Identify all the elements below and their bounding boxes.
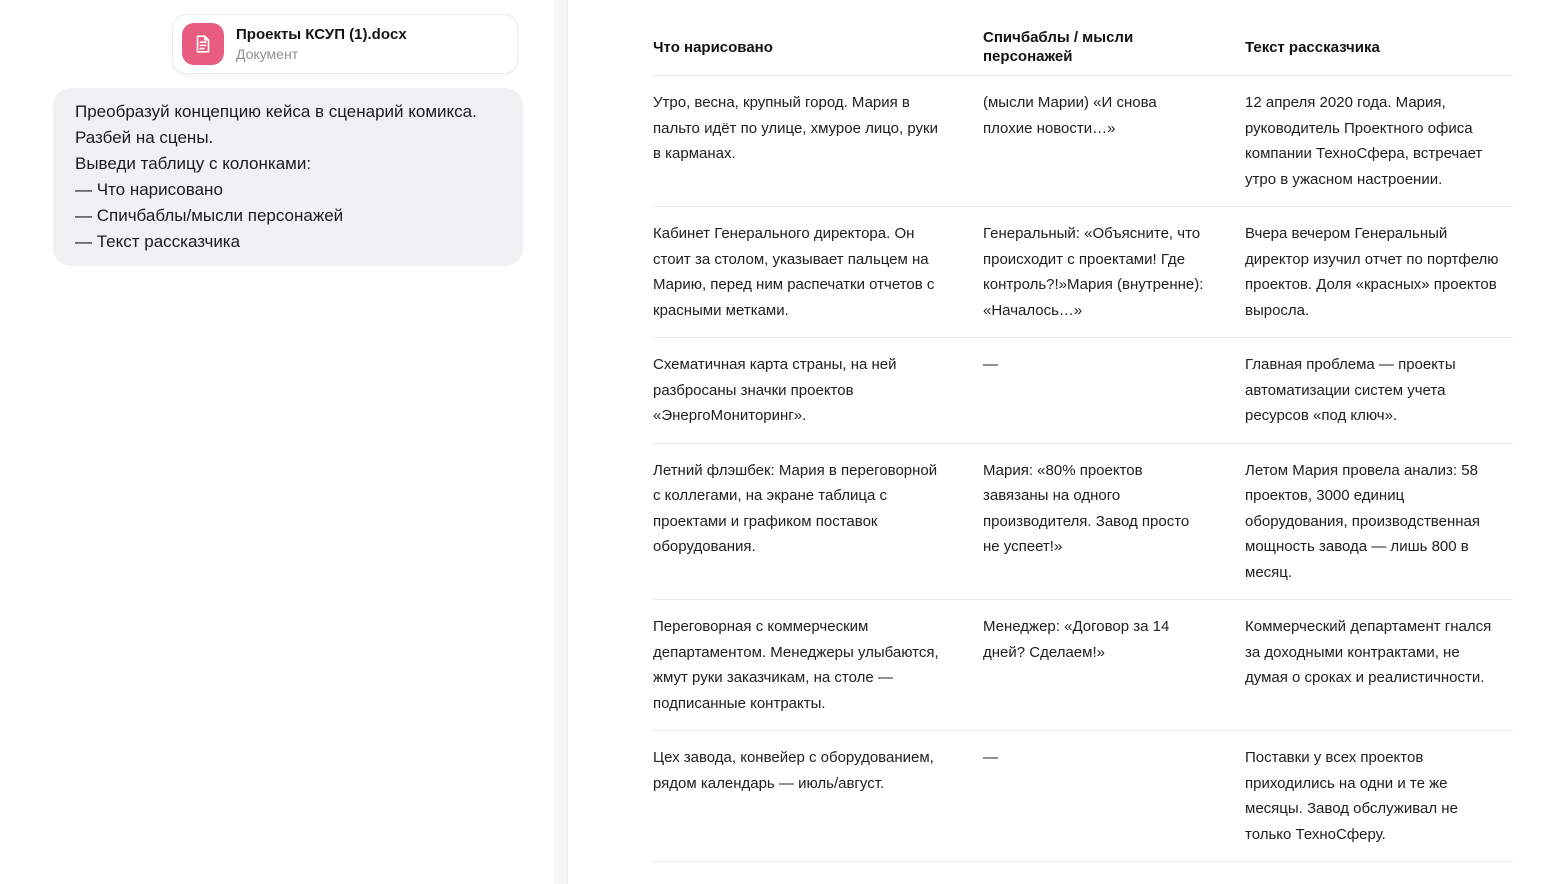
table-cell: Поставки у всех проектов приходились на одни и те же месяцы. Завод обслуживал не только ТехноСферу. (1245, 731, 1513, 862)
column-header-narrator: Текст рассказчика (1245, 26, 1513, 76)
table-cell: Мария: «80% проектов завязаны на одного производителя. Завод просто не успеет!» (983, 443, 1245, 600)
table-row (653, 338, 1513, 444)
table-header-row (653, 26, 1513, 76)
attachment-filename: Проекты КСУП (1).docx (236, 26, 407, 43)
scenario-table (653, 26, 1513, 862)
table-cell: Цех завода, конвейер с оборудованием, рядом календарь — июль/август. (653, 731, 983, 862)
chat-pane (0, 0, 554, 884)
table-cell: Вчера вечером Генеральный директор изучил отчет по портфелю проектов. Доля «красных» проектов выросла. (1245, 207, 1513, 338)
user-message-line: Разбей на сцены. (75, 128, 214, 147)
user-message-line: Преобразуй концепцию кейса в сценарий комикса. (75, 102, 477, 121)
user-message-line: — Спичбаблы/мысли персонажей (75, 206, 344, 225)
table-row (653, 207, 1513, 338)
table-cell: (мысли Марии) «И снова плохие новости…» (983, 76, 1245, 207)
table-cell: Летний флэшбек: Мария в переговорной с коллегами, на экране таблица с проектами и графиком поставок оборудования. (653, 443, 983, 600)
user-message-line: — Что нарисовано (75, 180, 223, 199)
table-cell: Генеральный: «Объясните, что происходит с проектами! Где контроль?!»Мария (внутренне): «Началось…» (983, 207, 1245, 338)
attachment-type-label: Документ (236, 46, 299, 62)
table-cell: Схематичная карта страны, на ней разбросаны значки проектов «ЭнергоМониторинг». (653, 338, 983, 444)
document-icon (182, 23, 224, 65)
table-row (653, 731, 1513, 862)
table-cell: — (983, 338, 1245, 444)
table-cell: Менеджер: «Договор за 14 дней? Сделаем!» (983, 600, 1245, 731)
table-row (653, 76, 1513, 207)
pane-divider (554, 0, 568, 884)
column-header-drawn: Что нарисовано (653, 26, 983, 76)
table-cell: Кабинет Генерального директора. Он стоит за столом, указывает пальцем на Марию, перед ним распечатки отчетов с красными метками. (653, 207, 983, 338)
user-message-bubble (53, 88, 523, 266)
table-cell: Летом Мария провела анализ: 58 проектов, 3000 единиц оборудования, производственная мощность завода — лишь 800 в месяц. (1245, 443, 1513, 600)
table-cell: Главная проблема — проекты автоматизации систем учета ресурсов «под ключ». (1245, 338, 1513, 444)
table-cell: Переговорная с коммерческим департаментом. Менеджеры улыбаются, жмут руки заказчикам, на столе — подписанные контракты. (653, 600, 983, 731)
table-cell: — (983, 731, 1245, 862)
attachment-meta (236, 25, 407, 63)
response-pane (568, 0, 1560, 884)
table-row (653, 443, 1513, 600)
attachment-card[interactable] (172, 14, 518, 74)
table-row (653, 600, 1513, 731)
table-cell: Коммерческий департамент гнался за доходными контрактами, не думая о сроках и реалистичности. (1245, 600, 1513, 731)
table-cell: Утро, весна, крупный город. Мария в пальто идёт по улице, хмурое лицо, руки в карманах. (653, 76, 983, 207)
column-header-speech: Спичбаблы / мысли персонажей (983, 26, 1245, 76)
user-message-line: Выведи таблицу с колонками: (75, 154, 312, 173)
user-message-line: — Текст рассказчика (75, 232, 241, 251)
table-cell: 12 апреля 2020 года. Мария, руководитель Проектного офиса компании ТехноСфера, встречает утро в ужасном настроении. (1245, 76, 1513, 207)
